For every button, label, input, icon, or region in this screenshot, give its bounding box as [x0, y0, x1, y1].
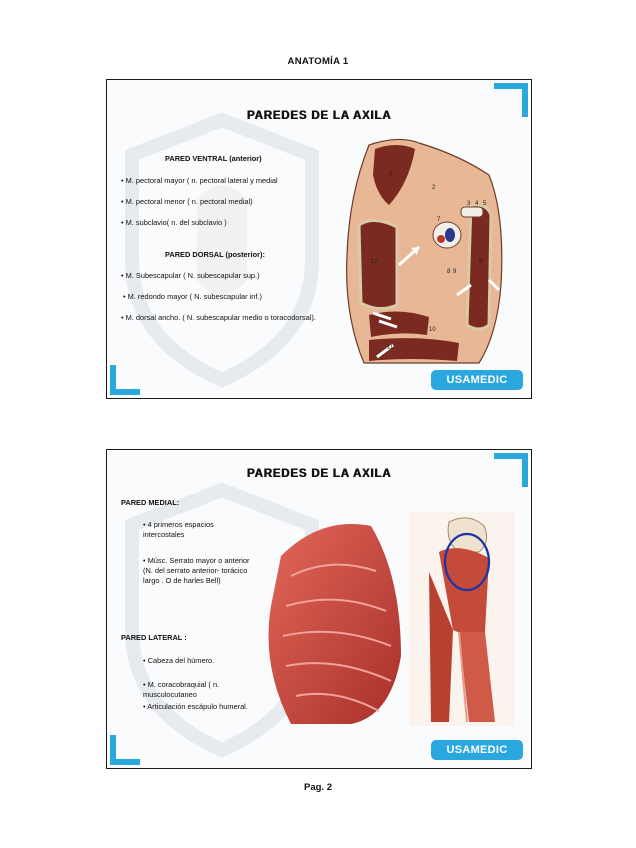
figure-number: 11 — [387, 345, 394, 351]
figure-number: 6 — [479, 259, 483, 265]
corner-accent — [110, 365, 140, 395]
usamedic-logo: USAMEDIC — [431, 370, 523, 390]
medial-heading: PARED MEDIAL: — [121, 498, 180, 507]
corner-accent — [110, 735, 140, 765]
medial-item: • Músc. Serrato mayor o anterior (N. del serrato anterior- torácico largo . O de harles Bell) — [143, 556, 250, 585]
ventral-item: • M. subclavio( n. del subclavio ) — [121, 218, 227, 227]
arm-muscles-image — [409, 512, 515, 726]
dorsal-heading: PARED DORSAL (posterior): — [165, 250, 265, 259]
figure-number: 12 — [371, 259, 378, 265]
slide-1 — [106, 79, 532, 399]
usamedic-logo: USAMEDIC — [431, 740, 523, 760]
figure-number: 9 — [453, 269, 457, 275]
serratus-muscle-image — [261, 516, 406, 724]
page-header: ANATOMÍA 1 — [287, 56, 349, 67]
dorsal-item: • M. redondo mayor ( N. subescapular inf.) — [123, 292, 262, 301]
lateral-item: • M. coracobraquial ( n. musculocutaneo — [143, 680, 220, 699]
ventral-item: • M. pectoral mayor ( n. pectoral lateral y medial — [121, 176, 278, 185]
slide-title: PAREDES DE LA AXILA — [246, 110, 392, 122]
medial-item: • 4 primeros espacios intercostales — [143, 520, 214, 539]
figure-number: 4 — [475, 201, 479, 207]
figure-number: 1 — [389, 171, 393, 177]
lateral-heading: PARED LATERAL : — [121, 633, 187, 642]
figure-number: 10 — [429, 327, 436, 333]
lateral-item: • Cabeza del húmero. — [143, 656, 215, 665]
lateral-item: • Articulación escápulo humeral. — [143, 702, 248, 711]
page-footer: Pag. 2 — [304, 782, 332, 793]
ventral-item: • M. pectoral menor ( n. pectoral medial) — [121, 197, 253, 206]
figure-number: 8 — [447, 269, 451, 275]
figure-number: 5 — [483, 201, 487, 207]
ventral-heading: PARED VENTRAL (anterior) — [165, 154, 262, 163]
figure-number: 3 — [467, 201, 471, 207]
figure-number: 7 — [437, 217, 441, 223]
figure-number: 2 — [432, 185, 436, 191]
dorsal-item: • M. dorsal ancho. ( N. subescapular medio o toracodorsal). — [121, 313, 316, 322]
dorsal-item: • M. Subescapular ( N. subescapular sup.) — [121, 271, 260, 280]
axilla-cross-section-image — [339, 135, 509, 367]
slide-title: PAREDES DE LA AXILA — [246, 468, 392, 480]
slide-2 — [106, 449, 532, 769]
